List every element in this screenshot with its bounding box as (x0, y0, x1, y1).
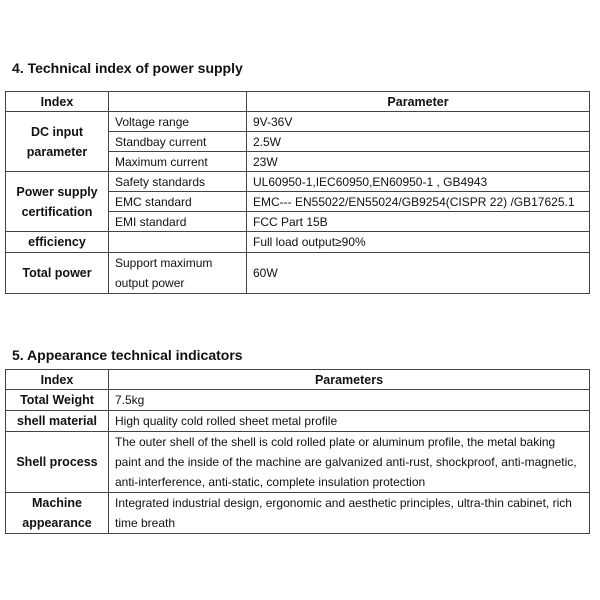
row-name: EMC standard (109, 192, 247, 212)
row-value: The outer shell of the shell is cold rolled plate or aluminum profile, the metal baking paint and the inside of the machine are galvanized anti-rust, shockproof, anti-magnetic, anti-interference, anti-static, complete insulation protection (109, 432, 590, 493)
row-label: shell material (6, 411, 109, 432)
row-value: EMC--- EN55022/EN55024/GB9254(CISPR 22) /GB17625.1 (247, 192, 590, 212)
row-label: Shell process (6, 432, 109, 493)
row-value: High quality cold rolled sheet metal profile (109, 411, 590, 432)
section-5-title: 5. Appearance technical indicators (12, 347, 243, 363)
row-value: 9V-36V (247, 112, 590, 132)
certification-label: Power supply certification (6, 172, 109, 232)
section-4-title: 4. Technical index of power supply (12, 60, 243, 76)
row-name-blank (109, 232, 247, 253)
row-name: Voltage range (109, 112, 247, 132)
row-name: EMI standard (109, 212, 247, 232)
table-row (6, 253, 590, 294)
table-row (6, 390, 590, 411)
row-label: Total Weight (6, 390, 109, 411)
table-row (6, 432, 590, 493)
efficiency-label: efficiency (6, 232, 109, 253)
header-parameters: Parameters (109, 370, 590, 390)
row-name: Standbay current (109, 132, 247, 152)
table-row (6, 411, 590, 432)
header-index: Index (6, 92, 109, 112)
row-value: 2.5W (247, 132, 590, 152)
table-header-row (6, 370, 590, 390)
table-header-row (6, 92, 590, 112)
row-name: Support maximum output power (109, 253, 247, 294)
header-parameter: Parameter (247, 92, 590, 112)
dc-input-label: DC input parameter (6, 112, 109, 172)
total-power-label: Total power (6, 253, 109, 294)
header-index: Index (6, 370, 109, 390)
row-value: Integrated industrial design, ergonomic and aesthetic principles, ultra-thin cabinet, rich time breath (109, 493, 590, 534)
header-blank (109, 92, 247, 112)
row-value: 7.5kg (109, 390, 590, 411)
power-supply-table (5, 91, 590, 294)
row-value: FCC Part 15B (247, 212, 590, 232)
row-value: Full load output≥90% (247, 232, 590, 253)
appearance-table (5, 369, 590, 534)
table-row (6, 232, 590, 253)
row-value: UL60950-1,IEC60950,EN60950-1 , GB4943 (247, 172, 590, 192)
table-row (6, 493, 590, 534)
row-name: Maximum current (109, 152, 247, 172)
row-value: 60W (247, 253, 590, 294)
table-row (6, 112, 590, 132)
row-label: Machine appearance (6, 493, 109, 534)
row-name: Safety standards (109, 172, 247, 192)
table-row (6, 172, 590, 192)
row-value: 23W (247, 152, 590, 172)
